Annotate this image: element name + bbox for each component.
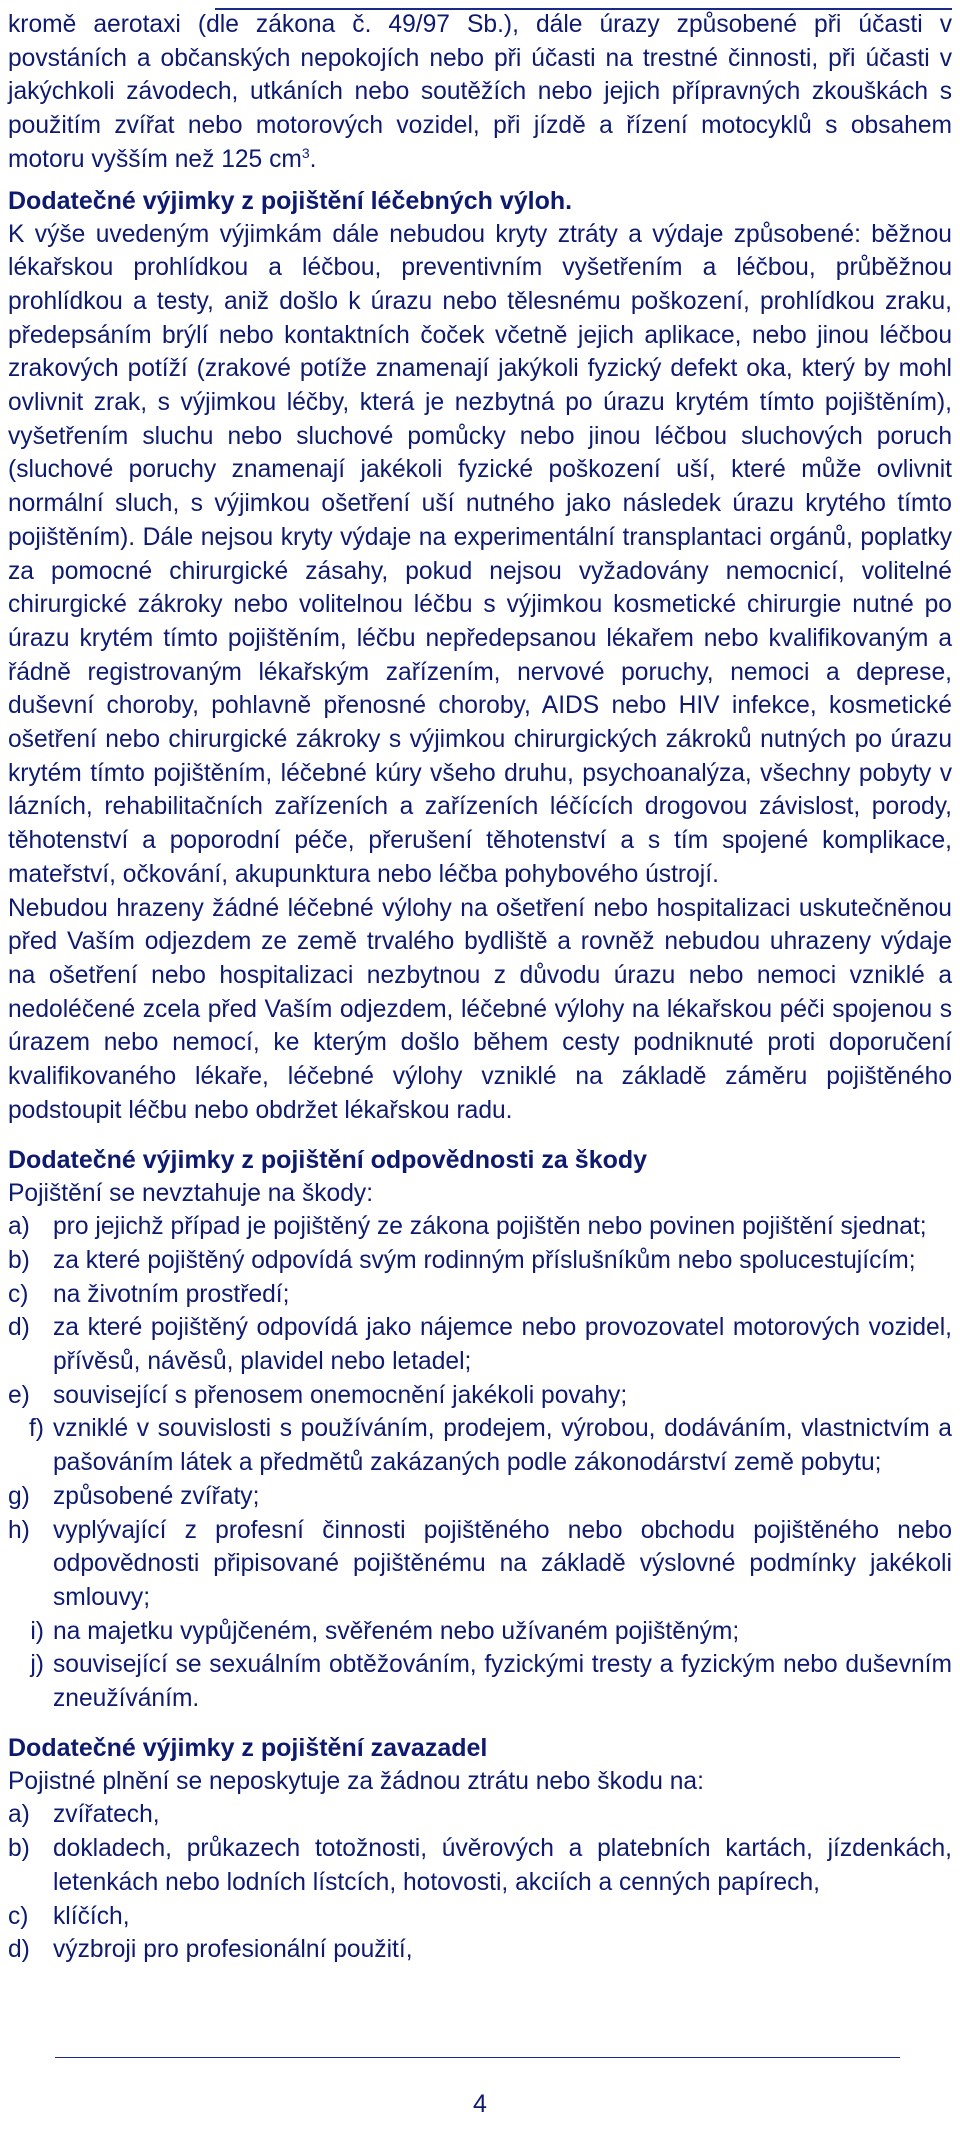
list-item: a) pro jejichž případ je pojištěný ze zákona pojištěn nebo povinen pojištění sjednat;	[8, 1213, 927, 1241]
luggage-lead: Pojistné plnění se neposkytuje za žádnou ztrátu nebo škodu na:	[8, 1767, 704, 1795]
list-item: i) na majetku vypůjčeném, svěřeném nebo užívaném pojištěným;	[30, 1617, 740, 1645]
heading-luggage-exclusions: Dodatečné výjimky z pojištění zavazadel	[8, 1733, 488, 1762]
list-item: e) související s přenosem onemocnění jakékoli povahy;	[8, 1381, 628, 1409]
page-number: 4	[473, 2090, 487, 2118]
list-item: d) výzbroji pro profesionální použití,	[8, 1936, 413, 1964]
list-item: c) klíčích,	[8, 1902, 130, 1930]
document-page	[8, 8, 952, 1967]
list-item: g) způsobené zvířaty;	[8, 1482, 260, 1510]
list-item: c) na životním prostředí;	[8, 1280, 290, 1308]
heading-liability-exclusions: Dodatečné výjimky z pojištění odpovědnosti za škody	[8, 1145, 648, 1174]
list-item: a) zvířatech,	[8, 1801, 160, 1829]
luggage-exclusions-list	[8, 1798, 952, 1967]
heading-medical-exclusions: Dodatečné výjimky z pojištění léčebných výloh.	[8, 186, 573, 215]
list-item: j) související se sexuálním obtěžováním, fyzickými tresty a fyzickým nebo duševním zneužíváním.	[30, 1651, 952, 1713]
list-item: f) vzniklé v souvislosti s používáním, prodejem, výrobou, dodáváním, vlastnictvím a pašováním látek a předmětů zakázaných podle zákonodárství země pobytu;	[28, 1415, 952, 1477]
list-item: d) za které pojištěný odpovídá jako nájemce nebo provozovatel motorových vozidel, přívěsů, návěsů, plavidel nebo letadel;	[8, 1314, 952, 1376]
footer-rule	[55, 2057, 900, 2058]
list-item: b) dokladech, průkazech totožnosti, úvěrových a platebních kartách, jízdenkách, letenkách nebo lodních lístcích, hotovosti, akciích a cenných papírech,	[8, 1835, 952, 1896]
list-item: b) za které pojištěný odpovídá svým rodinným příslušníkům nebo spolucestujícím;	[8, 1246, 916, 1274]
intro-paragraph: kromě aerotaxi (dle zákona č. 49/97 Sb.), dále úrazy způsobené při účasti v povstáních a občanských nepokojích nebo při účasti na trestné činnosti, při účasti v jakýchkoli závodech, utkáních nebo soutěžích nebo jejich přípravných zkouškách s použitím zvířat nebo motorových vozidel, při jízdě a řízení motocyklů s obsahem motoru vyšším než 125 $cm^3$.	[8, 11, 952, 173]
superscript-3: 3	[301, 144, 310, 161]
medical-exclusions-paragraph-1: K výše uvedeným výjimkám dále nebudou kryty ztráty a výdaje způsobené: běžnou lékařskou prohlídkou a léčbou, preventivním vyšetřením a léčbou, průběžnou prohlídkou a testy, aniž došlo k úrazu nebo tělesnému poškození, prohlídkou zraku, předepsáním brýlí nebo kontaktních čoček včetně jejich aplikace, nebo jinou léčbou zrakových potíží (zrakové potíže znamenají jakýkoli fyzický defekt oka, který by mohl ovlivnit zrak, s výjimkou léčby, která je nezbytná po úrazu krytém tímto pojištěním), vyšetřením sluchu nebo sluchové pomůcky nebo jinou léčbou sluchových poruch (sluchové poruchy znamenají jakékoli fyzické poškození uší, které může ovlivnit normální sluch, s výjimkou ošetření uší nutného jako následek úrazu krytého tímto pojištěním). Dále nejsou kryty výdaje na experimentální transplantaci orgánů, poplatky za pomocné chirurgické zásahy, pokud nejsou vyžadovány nemocnicí, volitelné chirurgické zákroky nebo volitelnou léčbu s výjimkou kosmetické chirurgie nutné po úrazu krytém tímto pojištěním, léčbu nepředepsanou lékařem nebo kvalifikovaným a řádně registrovaným lékařským zařízením, nervové poruchy, nemoci a deprese, duševní choroby, pohlavně přenosné choroby, AIDS nebo HIV infekce, kosmetické ošetření nebo chirurgické zákroky s výjimkou chirurgických zákroků nutných po úrazu krytém tímto pojištěním, léčebné kúry všeho druhu, psychoanalýza, všechny pobyty v lázních, rehabilitačních zařízeních a zařízeních léčících drogovou závislost, porody, těhotenství a poporodní péče, přerušení těhotenství a s tím spojené komplikace, mateřství, očkování, akupunktura nebo léčba pohybového ústrojí.	[8, 220, 952, 888]
list-item: h) vyplývající z profesní činnosti pojištěného nebo obchodu pojištěného nebo odpovědnosti připisované pojištěnému na základě výslovné podmínky jakékoli smlouvy;	[8, 1516, 952, 1611]
medical-exclusions-paragraph-2: Nebudou hrazeny žádné léčebné výlohy na ošetření nebo hospitalizaci uskutečněnou před Vaším odjezdem ze země trvalého bydliště a rovněž nebudou uhrazeny výdaje na ošetření nebo hospitalizaci nezbytnou z důvodu úrazu nebo nemoci vzniklé a nedoléčené zcela před Vaším odjezdem, léčebné výlohy na lékařskou péči spojenou s úrazem nebo nemocí, ke kterým došlo během cesty podniknuté proti doporučení kvalifikovaného lékaře, léčebné výlohy vzniklé na základě záměru pojištěného podstoupit léčbu nebo obdržet lékařskou radu.	[8, 894, 952, 1124]
liability-exclusions-list	[8, 1210, 952, 1716]
liability-lead: Pojištění se nevztahuje na škody:	[8, 1179, 374, 1207]
